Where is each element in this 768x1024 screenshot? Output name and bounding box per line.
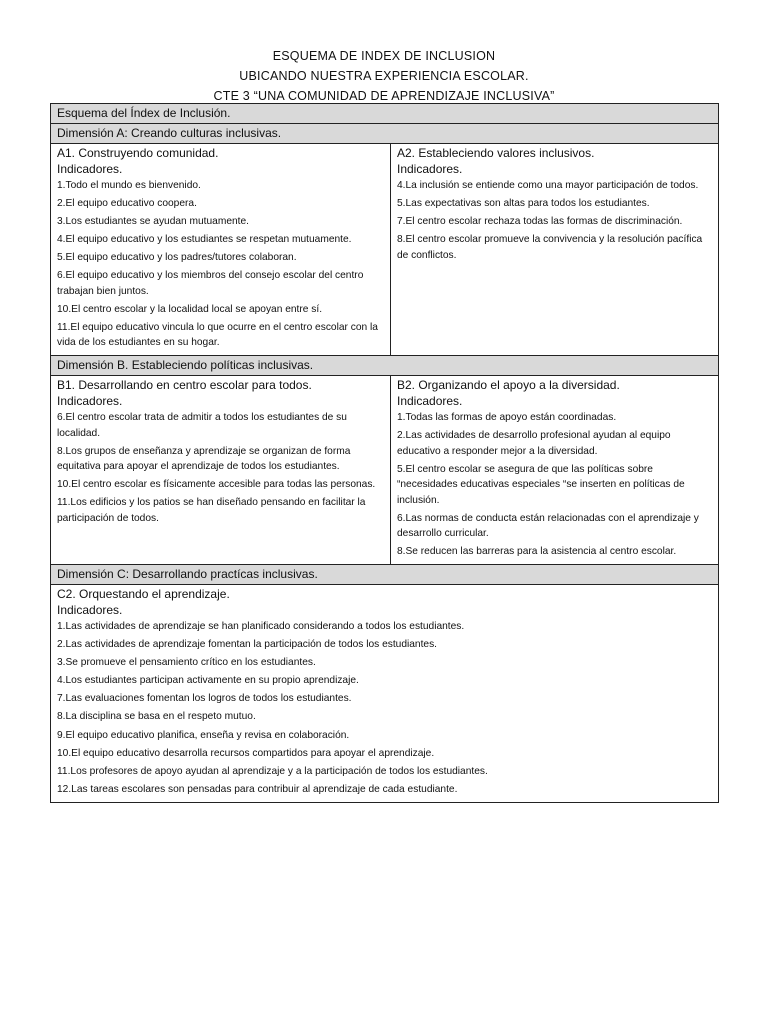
section-c2-list bbox=[57, 619, 712, 797]
section-b2-indicators-label: Indicadores. bbox=[397, 394, 463, 408]
indicator-item: 2.Las actividades de desarrollo profesional ayudan al equipo educativo a responder mejor a la diversidad. bbox=[397, 430, 671, 457]
section-b2-list bbox=[397, 410, 712, 560]
indicator-item: 6.El centro escolar trata de admitir a todos los estudiantes de su localidad. bbox=[57, 412, 347, 439]
section-c2-title: C2. Orquestando el aprendizaje. bbox=[57, 587, 230, 601]
dimension-c-title: Dimensión C: Desarrollando practícas inclusivas. bbox=[51, 565, 719, 585]
section-a1-title: A1. Construyendo comunidad. bbox=[57, 146, 219, 160]
indicator-item: 4.Los estudiantes participan activamente en su propio aprendizaje. bbox=[57, 675, 359, 687]
section-a2-title: A2. Estableciendo valores inclusivos. bbox=[397, 146, 595, 160]
document-subtitle: UBICANDO NUESTRA EXPERIENCIA ESCOLAR. bbox=[239, 69, 529, 83]
indicator-item: 10.El equipo educativo desarrolla recursos compartidos para apoyar el aprendizaje. bbox=[57, 747, 435, 759]
indicator-item: 5.El equipo educativo y los padres/tutores colaboran. bbox=[57, 252, 297, 263]
section-b1-title: B1. Desarrollando en centro escolar para todos. bbox=[57, 378, 312, 392]
inclusion-index-table bbox=[50, 103, 719, 803]
section-c2 bbox=[51, 585, 719, 803]
indicator-item: 4.La inclusión se entiende como una mayor participación de todos. bbox=[397, 180, 699, 191]
indicator-item: 8.La disciplina se basa en el respeto mutuo. bbox=[57, 711, 256, 723]
indicator-item: 2.Las actividades de aprendizaje fomentan la participación de todos los estudiantes. bbox=[57, 639, 438, 651]
indicator-item: 11.Los edificios y los patios se han diseñado pensando en facilitar la participación de todos. bbox=[57, 497, 366, 524]
dimension-a-title: Dimensión A: Creando culturas inclusivas. bbox=[51, 124, 719, 144]
document-title: ESQUEMA DE INDEX DE INCLUSION bbox=[272, 49, 496, 63]
indicator-item: 10.El centro escolar es físicamente accesible para todas las personas. bbox=[57, 479, 376, 490]
indicator-item: 2.El equipo educativo coopera. bbox=[57, 198, 197, 209]
indicator-item: 7.Las evaluaciones fomentan los logros de todos los estudiantes. bbox=[57, 693, 352, 705]
section-b1-indicators-label: Indicadores. bbox=[57, 394, 123, 408]
section-a2 bbox=[391, 144, 719, 356]
indicator-item: 1.Todas las formas de apoyo están coordinadas. bbox=[397, 412, 617, 423]
indicator-item: 11.Los profesores de apoyo ayudan al aprendizaje y a la participación de todos los estudiantes. bbox=[57, 765, 488, 777]
section-b2 bbox=[391, 376, 719, 565]
indicator-item: 5.Las expectativas son altas para todos los estudiantes. bbox=[397, 198, 650, 209]
indicator-item: 12.Las tareas escolares son pensadas para contribuir al aprendizaje de cada estudiante. bbox=[57, 783, 458, 795]
section-a2-indicators-label: Indicadores. bbox=[397, 162, 463, 176]
indicator-item: 5.El centro escolar se asegura de que las políticas sobre “necesidades educativas especiales “se inserten en políticas de inclusión. bbox=[397, 463, 685, 506]
indicator-item: 1.Todo el mundo es bienvenido. bbox=[57, 180, 201, 191]
indicator-item: 8.Se reducen las barreras para la asistencia al centro escolar. bbox=[397, 546, 677, 557]
section-b1-list bbox=[57, 410, 384, 526]
section-a1 bbox=[51, 144, 391, 356]
section-b2-title: B2. Organizando el apoyo a la diversidad. bbox=[397, 378, 620, 392]
document-cte-title: CTE 3 “UNA COMUNIDAD DE APRENDIZAJE INCLUSIVA” bbox=[213, 89, 555, 103]
dimension-b-title: Dimensión B. Estableciendo políticas inclusivas. bbox=[51, 356, 719, 376]
table-heading: Esquema del Índex de Inclusión. bbox=[51, 104, 719, 124]
section-a2-list bbox=[397, 178, 712, 263]
section-a1-indicators-label: Indicadores. bbox=[57, 162, 123, 176]
section-b1 bbox=[51, 376, 391, 565]
section-c2-indicators-label: Indicadores. bbox=[57, 603, 123, 617]
indicator-item: 1.Las actividades de aprendizaje se han planificado considerando a todos los estudiantes. bbox=[57, 621, 465, 632]
indicator-item: 6.El equipo educativo y los miembros del consejo escolar del centro trabajan bien juntos. bbox=[57, 270, 364, 297]
indicator-item: 3.Se promueve el pensamiento crítico en los estudiantes. bbox=[57, 657, 316, 669]
indicator-item: 3.Los estudiantes se ayudan mutuamente. bbox=[57, 216, 249, 227]
document-header bbox=[0, 46, 768, 106]
indicator-item: 11.El equipo educativo vincula lo que ocurre en el centro escolar con la vida de los estudiantes en su hogar. bbox=[57, 321, 378, 348]
indicator-item: 8.El centro escolar promueve la convivencia y la resolución pacífica de conflictos. bbox=[397, 234, 703, 261]
indicator-item: 4.El equipo educativo y los estudiantes se respetan mutuamente. bbox=[57, 234, 352, 245]
indicator-item: 9.El equipo educativo planifica, enseña y revisa en colaboración. bbox=[57, 729, 350, 741]
indicator-item: 7.El centro escolar rechaza todas las formas de discriminación. bbox=[397, 216, 683, 227]
indicator-item: 8.Los grupos de enseñanza y aprendizaje se organizan de forma equitativa para apoyar el aprendizaje de todos los estudiantes. bbox=[57, 445, 351, 472]
indicator-item: 10.El centro escolar y la localidad local se apoyan entre sí. bbox=[57, 303, 323, 315]
section-a1-list bbox=[57, 178, 384, 351]
indicator-item: 6.Las normas de conducta están relacionadas con el aprendizaje y desarrollo curricular. bbox=[397, 512, 699, 539]
